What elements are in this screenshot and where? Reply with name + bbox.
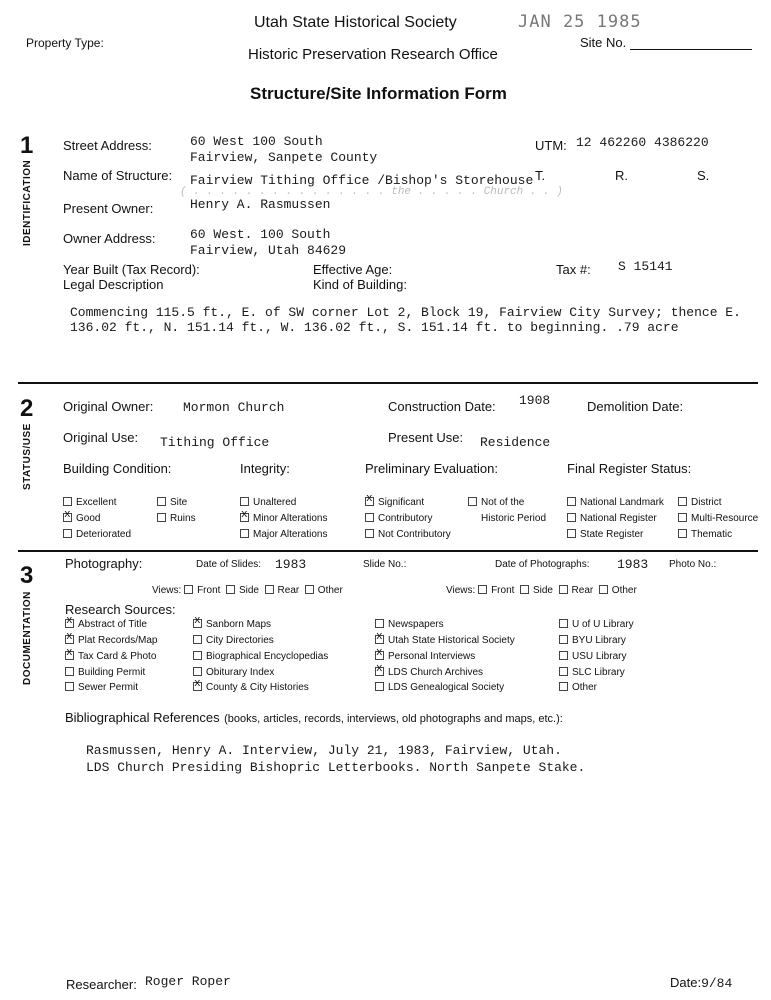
section-label: S. [697,168,710,183]
checkbox-u-of-u-library[interactable]: U of U Library [559,619,634,630]
checkbox-obituary-index[interactable]: Obiturary Index [193,667,274,678]
property-type-label: Property Type: [26,36,104,50]
checkbox-icon [157,513,166,522]
checkbox-icon [559,667,568,676]
checkbox-sanborn-maps[interactable]: xSanborn Maps [193,619,271,630]
checkbox-icon [678,513,687,522]
checkbox-not-historic-period[interactable]: Not of the [468,497,524,508]
checkbox-checked-icon [65,651,74,660]
checkbox-personal-interviews[interactable]: xPersonal Interviews [375,651,475,662]
checkbox-plat-records[interactable]: xPlat Records/Map [65,635,157,646]
bibliography-entry-2: LDS Church Presiding Bishopric Letterbooks. North Sanpete Stake. [86,760,586,775]
photography-label: Photography: [65,556,143,571]
checkbox-major-alterations[interactable]: Major Alterations [240,529,327,540]
date-value: 9/84 [701,976,733,991]
section-divider-2 [18,550,758,552]
checkbox-national-landmark[interactable]: National Landmark [567,497,664,508]
checkbox-ruins[interactable]: Ruins [157,513,196,524]
checkbox-icon [559,682,568,691]
checkbox-icon [65,667,74,676]
checkbox-checked-icon [375,635,384,644]
range-label: R. [615,168,628,183]
photo-no-label: Photo No.: [669,559,717,570]
checkbox-icon [599,585,608,594]
checkbox-unaltered[interactable]: Unaltered [240,497,296,508]
section-3-title: DOCUMENTATION [22,591,33,685]
checkbox-district[interactable]: District [678,497,722,508]
bibliographical-references-label: Bibliographical References [65,710,220,725]
section-divider-1 [18,382,758,384]
photo-views-row [446,585,637,596]
researcher-label: Researcher: [66,977,137,992]
faint-erased-text: ( . . . . . . . . . . . . . . . the . . . . . Church . . ) [180,186,563,198]
tax-number-value: S 15141 [618,259,673,274]
views-label: Views: [152,585,182,596]
legal-description-line2: 136.02 ft., N. 151.14 ft., W. 136.02 ft., S. 151.14 ft. to beginning. .79 acre [70,320,679,335]
date-label: Date: [670,975,702,990]
checkbox-icon [478,585,487,594]
legal-description-label: Legal Description [63,277,164,292]
photo-view-other[interactable]: Other [599,585,637,596]
checkbox-icon [226,585,235,594]
checkbox-contributory[interactable]: Contributory [365,513,432,524]
checkbox-icon [365,529,374,538]
checkbox-checked-icon [63,513,72,522]
checkbox-building-permit[interactable]: Building Permit [65,667,145,678]
checkbox-lds-genealogical-society[interactable]: LDS Genealogical Society [375,682,504,693]
checkbox-icon [305,585,314,594]
date-of-slides-value: 1983 [275,557,307,572]
bibliography-entry-1: Rasmussen, Henry A. Interview, July 21, 1983, Fairview, Utah. [86,743,562,758]
preliminary-evaluation-label: Preliminary Evaluation: [365,461,498,476]
checkbox-icon [65,682,74,691]
construction-date-value: 1908 [519,393,551,408]
checkbox-sewer-permit[interactable]: Sewer Permit [65,682,138,693]
bibliographical-references-heading [65,709,563,727]
present-use-label: Present Use: [388,430,464,445]
checkbox-other[interactable]: Other [559,682,597,693]
org-name: Utah State Historical Society [254,14,457,31]
street-address-line2: Fairview, Sanpete County [190,150,378,165]
checkbox-usu-library[interactable]: USU Library [559,651,626,662]
street-address-line1: 60 West 100 South [190,134,323,149]
original-owner-label: Original Owner: [63,399,154,414]
legal-description-line1: Commencing 115.5 ft., E. of SW corner Lot 2, Block 19, Fairview City Survey; thence E. [70,305,741,320]
checkbox-icon [559,651,568,660]
checkbox-biographical-encyclopedias[interactable]: Biographical Encyclopedias [193,651,328,662]
checkbox-checked-icon [240,513,249,522]
slide-views-row [152,585,343,596]
checkbox-icon [193,651,202,660]
owner-address-label: Owner Address: [63,231,156,246]
checkbox-icon [157,497,166,506]
checkbox-tax-card[interactable]: xTax Card & Photo [65,651,156,662]
township-label: T. [535,168,546,183]
present-owner-label: Present Owner: [63,201,154,216]
checkbox-checked-icon [65,619,74,628]
checkbox-lds-church-archives[interactable]: xLDS Church Archives [375,667,483,678]
year-built-label: Year Built (Tax Record): [63,262,200,277]
date-of-photographs-label: Date of Photographs: [495,559,590,570]
checkbox-icon [567,529,576,538]
checkbox-icon [240,529,249,538]
checkbox-city-directories[interactable]: City Directories [193,635,274,646]
street-address-label: Street Address: [63,138,152,153]
site-no-field [580,35,752,50]
checkbox-minor-alterations[interactable]: xMinor Alterations [240,513,327,524]
photo-view-rear[interactable]: Rear [559,585,594,596]
date-field [670,975,732,991]
checkbox-icon [365,513,374,522]
tax-number-label: Tax #: [556,262,591,277]
checkbox-icon [375,682,384,691]
kind-of-building-label: Kind of Building: [313,277,407,292]
checkbox-slc-library[interactable]: SLC Library [559,667,625,678]
form-title: Structure/Site Information Form [250,84,507,103]
checkbox-state-register[interactable]: State Register [567,529,643,540]
site-no-line [630,37,752,50]
demolition-date-label: Demolition Date: [587,399,684,414]
checkbox-byu-library[interactable]: BYU Library [559,635,626,646]
final-register-status-label: Final Register Status: [567,461,692,476]
bibliographical-references-note: (books, articles, records, interviews, old photographs and maps, etc.): [224,713,563,725]
checkbox-utah-state-historical-society[interactable]: xUtah State Historical Society [375,635,515,646]
section-1-number: 1 [20,132,34,159]
original-use-label: Original Use: [63,430,139,445]
owner-address-line2: Fairview, Utah 84629 [190,243,347,258]
checkbox-icon [184,585,193,594]
section-2-number: 2 [20,395,34,422]
date-of-photographs-value: 1983 [617,557,649,572]
section-3-number: 3 [20,562,34,589]
integrity-label: Integrity: [240,461,290,476]
slide-view-front[interactable]: Front [184,585,220,596]
date-stamp: JAN 25 1985 [518,12,642,32]
slide-no-label: Slide No.: [363,559,407,570]
section-1-title: IDENTIFICATION [22,159,33,246]
site-no-label: Site No. [580,35,627,50]
present-use-value: Residence [480,435,551,450]
researcher-value: Roger Roper [145,974,231,989]
checkbox-icon [63,529,72,538]
photo-view-side[interactable]: Side [520,585,553,596]
photo-view-front[interactable]: Front [478,585,514,596]
checkbox-icon [678,529,687,538]
checkbox-icon [468,497,477,506]
section-2-title: STATUS/USE [22,423,33,490]
checkbox-icon [63,497,72,506]
structure-name-label: Name of Structure: [63,168,173,183]
slide-view-rear[interactable]: Rear [265,585,300,596]
checkbox-icon [193,667,202,676]
checkbox-checked-icon [193,682,202,691]
checkbox-icon [520,585,529,594]
checkbox-checked-icon [375,667,384,676]
checkbox-national-register[interactable]: National Register [567,513,657,524]
checkbox-icon [559,635,568,644]
utm-value: 12 462260 4386220 [576,135,709,150]
checkbox-icon [265,585,274,594]
checkbox-icon [375,619,384,628]
checkbox-multi-resource[interactable]: Multi-Resource [678,513,758,524]
checkbox-deteriorated[interactable]: Deteriorated [63,529,131,540]
original-use-value: Tithing Office [160,435,270,450]
owner-address-line1: 60 West. 100 South [190,227,331,242]
office-name: Historic Preservation Research Office [248,46,498,63]
checkbox-icon [193,635,202,644]
checkbox-icon [240,497,249,506]
checkbox-excellent[interactable]: Excellent [63,497,117,508]
views-label: Views: [446,585,476,596]
slide-view-other[interactable]: Other [305,585,343,596]
checkbox-checked-icon [193,619,202,628]
building-condition-label: Building Condition: [63,461,172,476]
construction-date-label: Construction Date: [388,399,496,414]
checkbox-not-contributory[interactable]: Not Contributory [365,529,451,540]
present-owner-value: Henry A. Rasmussen [190,197,331,212]
checkbox-thematic[interactable]: Thematic [678,529,732,540]
slide-view-side[interactable]: Side [226,585,259,596]
original-owner-value: Mormon Church [183,400,285,415]
checkbox-county-city-histories[interactable]: xCounty & City Histories [193,682,309,693]
checkbox-abstract-of-title[interactable]: xAbstract of Title [65,619,147,630]
checkbox-icon [678,497,687,506]
checkbox-checked-icon [65,635,74,644]
effective-age-label: Effective Age: [313,262,393,277]
checkbox-icon [567,513,576,522]
research-sources-label: Research Sources: [65,602,176,617]
checkbox-checked-icon [365,497,374,506]
checkbox-newspapers[interactable]: Newspapers [375,619,444,630]
structure-name-value: Fairview Tithing Office /Bishop's Storehouse [190,173,534,188]
checkbox-icon [559,585,568,594]
checkbox-icon [559,619,568,628]
checkbox-good[interactable]: xGood [63,513,100,524]
checkbox-checked-icon [375,651,384,660]
not-historic-period-label: Historic Period [481,513,547,524]
date-of-slides-label: Date of Slides: [196,559,262,570]
checkbox-significant[interactable]: xSignificant [365,497,424,508]
checkbox-icon [567,497,576,506]
utm-label: UTM: [535,138,567,153]
checkbox-site[interactable]: Site [157,497,187,508]
